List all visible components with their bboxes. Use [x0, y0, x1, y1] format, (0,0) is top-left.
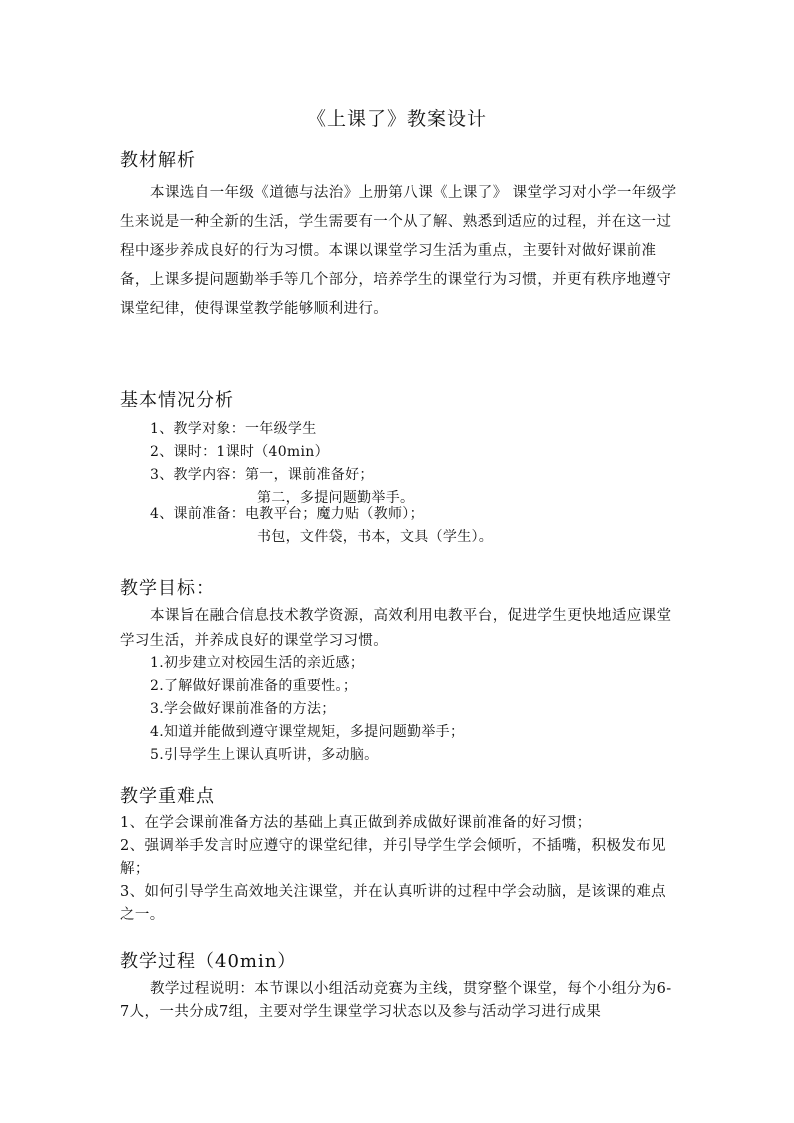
- basic-line: 2、课时：1课时（40min）: [150, 444, 329, 460]
- basic-line: 第二，多提问题勤举手。: [257, 490, 415, 506]
- difficulty-item: 3、如何引导学生高效地关注课堂，并在认真听讲的过程中学会动脑，是该课的难点之一。: [120, 884, 667, 923]
- basic-line: 1、教学对象：一年级学生: [150, 421, 317, 437]
- goal-item: 1.初步建立对校园生活的亲近感；: [150, 655, 365, 671]
- difficulty-item: 1、在学会课前准备方法的基础上真正做到养成做好课前准备的好习惯；: [120, 815, 592, 831]
- section-heading-analysis: 教材解析: [120, 150, 196, 171]
- analysis-paragraph: 本课选自一年级《道德与法治》上册第八课《上课了》 课堂学习对小学一年级学生来说是一种全新的生活，学生需要有一个从了解、熟悉到适应的过程，并在这一过程中逐步养成良好的行为习惯。本课以课堂学习生活为重点，主要针对做好课前准备，上课多提问题勤举手等几个部分，培养学生的课堂行为习惯，并更有秩序地遵守课堂纪律，使得课堂教学能够顺利进行。: [120, 185, 677, 317]
- goal-item: 5.引导学生上课认真听讲，多动脑。: [150, 747, 379, 763]
- section-heading-process: 教学过程（40min）: [120, 951, 297, 972]
- document-title: 《上课了》教案设计: [306, 108, 487, 130]
- basic-line: 3、教学内容：第一，课前准备好；: [150, 467, 374, 483]
- process-paragraph: 教学过程说明：本节课以小组活动竞赛为主线，贯穿整个课堂，每个小组分为6-7人，一共分成7组，主要对学生课堂学习状态以及参与活动学习进行成果: [120, 981, 672, 1020]
- goal-item: 4.知道并能做到遵守课堂规矩，多提问题勤举手；: [150, 724, 465, 740]
- goal-item: 2.了解做好课前准备的重要性。；: [150, 678, 358, 694]
- difficulty-item: 2、强调举手发言时应遵守的课堂纪律，并引导学生学会倾听，不插嘴，积极发布见解；: [120, 838, 667, 877]
- section-heading-basic: 基本情况分析: [120, 390, 234, 411]
- goal-item: 3.学会做好课前准备的方法；: [150, 701, 336, 717]
- section-heading-difficulties: 教学重难点: [120, 786, 215, 807]
- section-heading-goals: 教学目标：: [120, 578, 215, 599]
- basic-line: 4、课前准备：电教平台；魔力贴（教师）；: [150, 506, 424, 522]
- goals-intro: 本课旨在融合信息技术教学资源，高效利用电教平台，促进学生更快地适应课堂学习生活，并养成良好的课堂学习习惯。: [120, 608, 672, 649]
- basic-line: 书包，文件袋，书本，文具（学生）。: [257, 529, 494, 545]
